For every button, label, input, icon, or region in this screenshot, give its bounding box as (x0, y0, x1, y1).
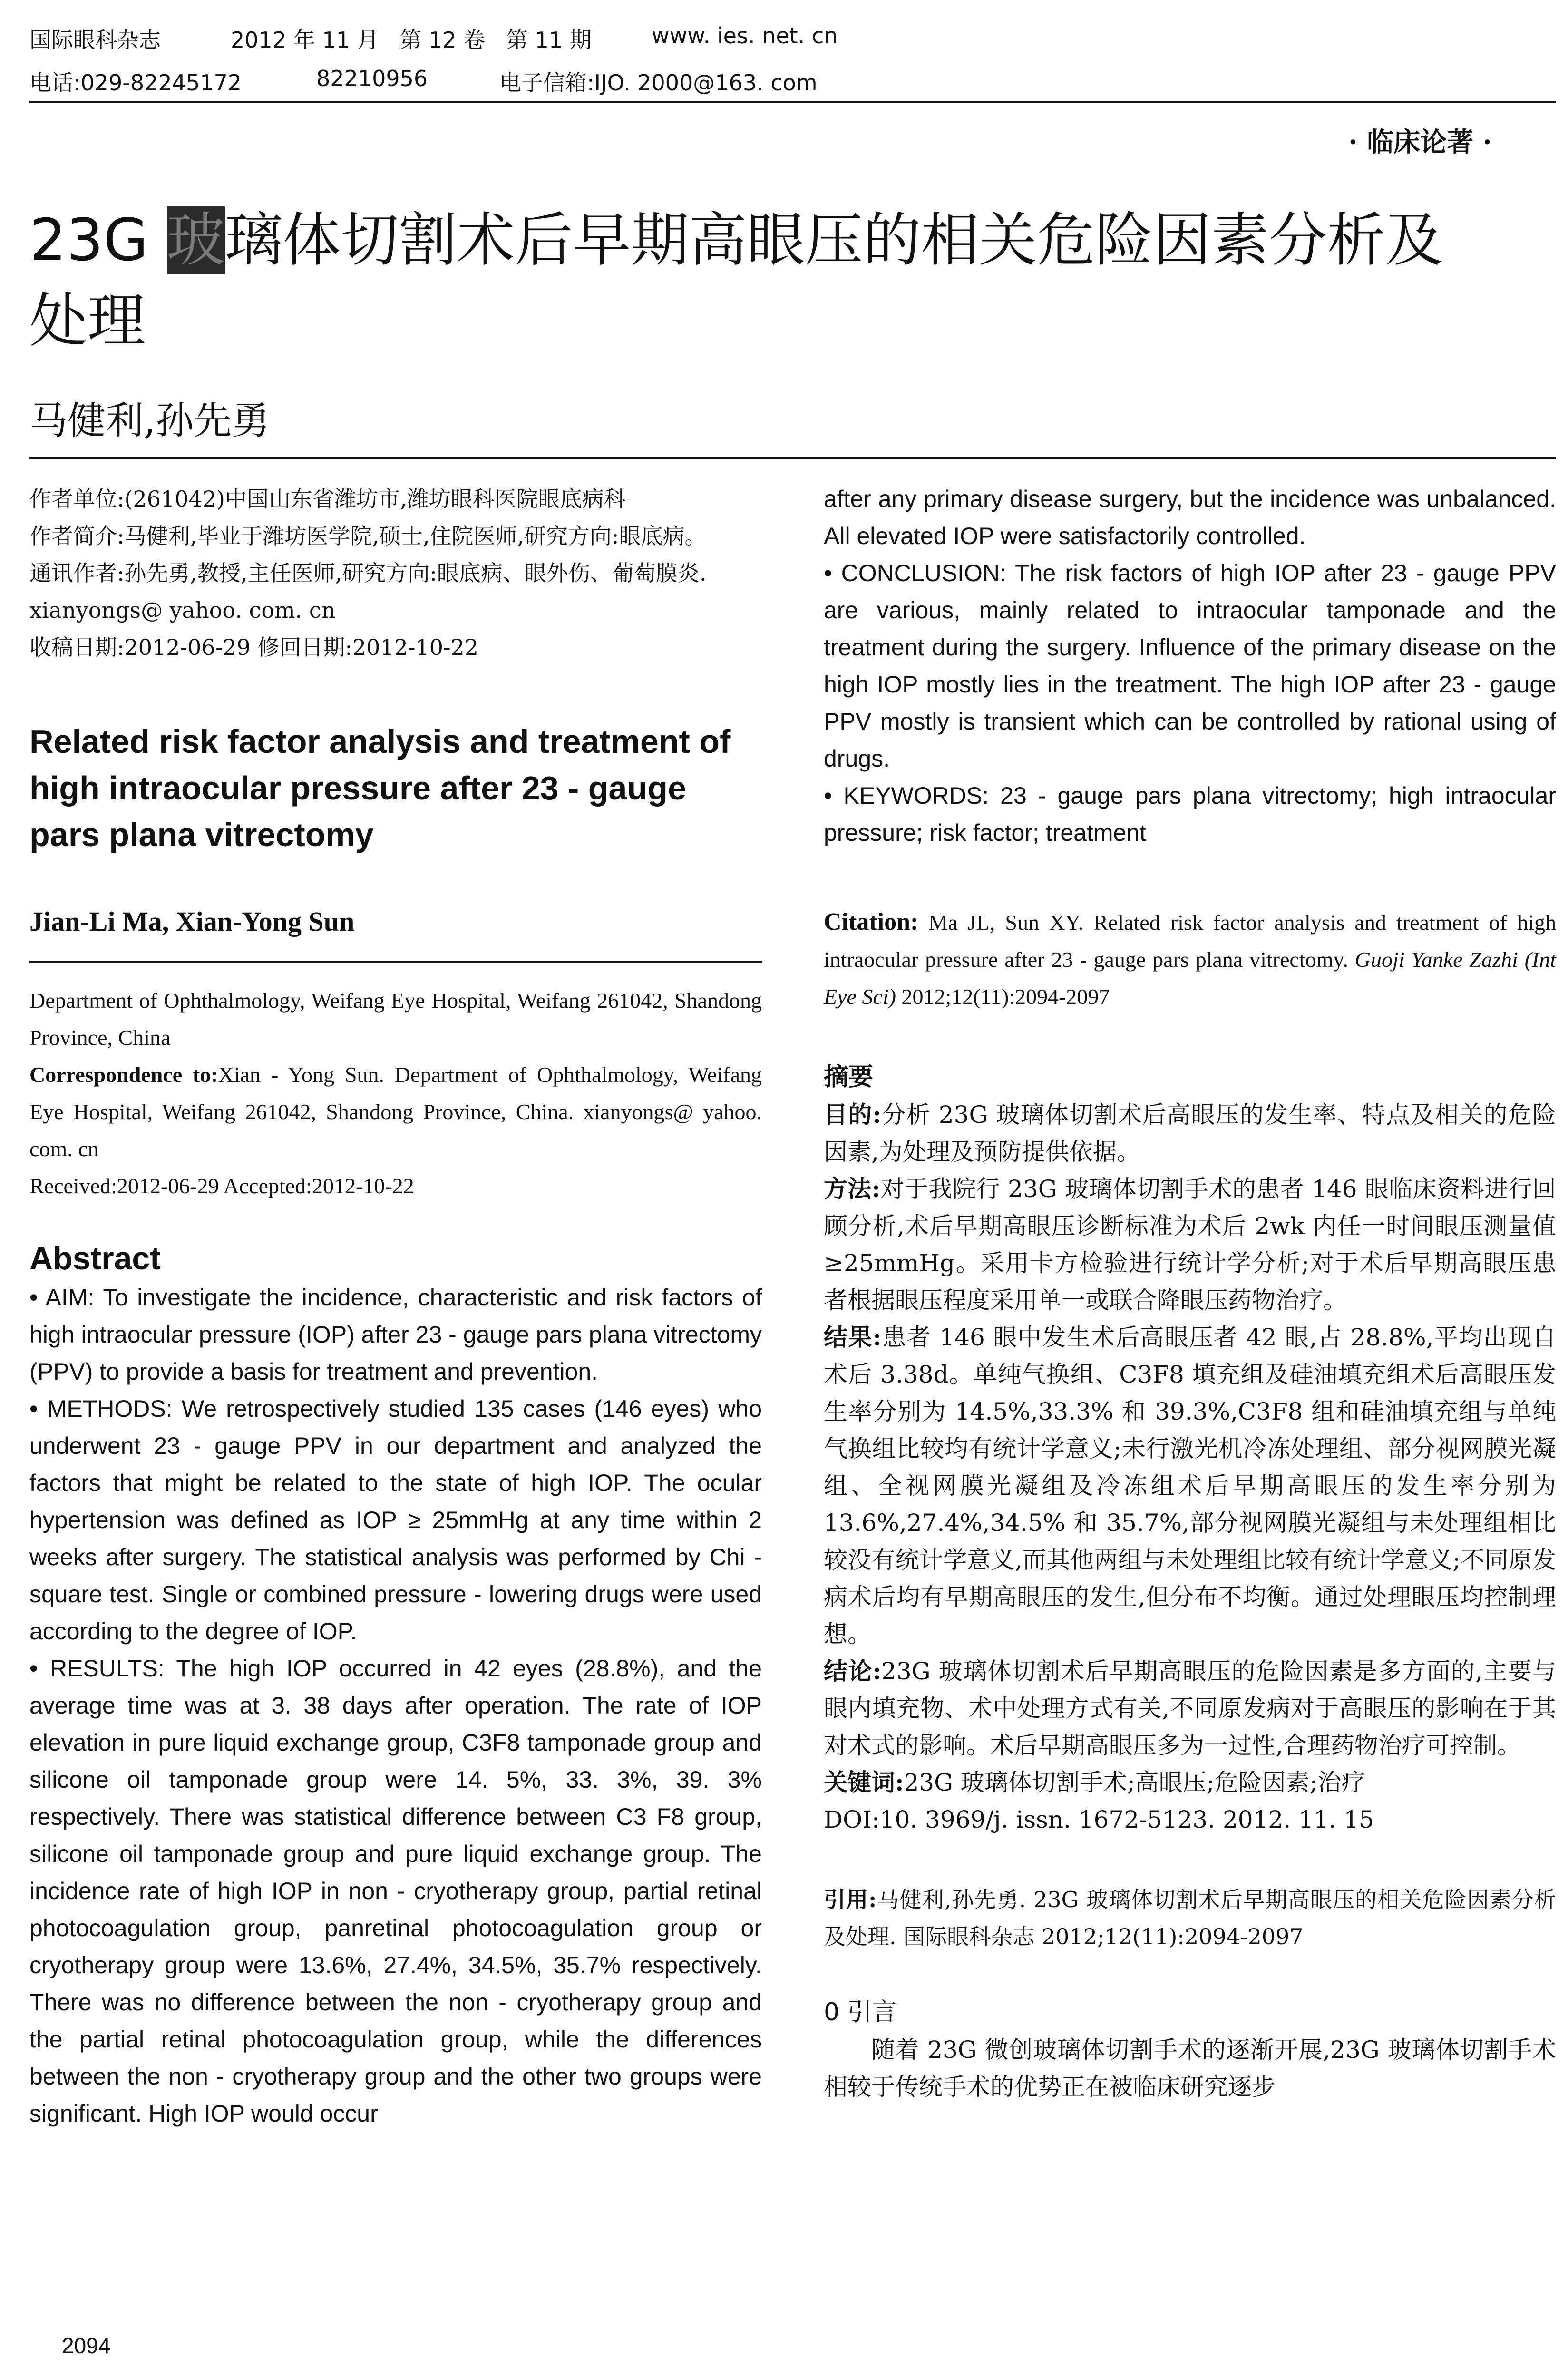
en-title: Related risk factor analysis and treatment of high intraocular pressure after 23 - gauge pars plana vitrectomy (29, 723, 731, 853)
header-phone: 电话:029-82245172 (29, 70, 242, 96)
zh-citation (824, 1881, 1556, 1955)
abstract-results-cont: after any primary disease surgery, but the incidence was unbalanced. All elevated IOP were satisfactorily controlled. (824, 486, 1556, 549)
zh-methods-label: 方法: (824, 1175, 881, 1203)
citation-en (824, 904, 1556, 1015)
header-website[interactable]: www. ies. net. cn (652, 23, 838, 49)
zh-methods-text: 对于我院行 23G 玻璃体切割手术的患者 146 眼临床资料进行回顾分析,术后早期高眼压诊断标准为术后 2wk 内任一时间眼压测量值≥25mmHg。采用卡方检验进行统计学分析;对于术后早期高眼压患者根据眼压程度采用单一或联合降眼压药物治疗。 (824, 1175, 1556, 1314)
header-issue: 2012 年 11 月 第 12 卷 第 11 期 (231, 27, 592, 53)
citation-journal: Guoji Yanke Zazhi (Int Eye Sci) (824, 947, 1557, 1009)
abstract-methods: • METHODS: We retrospectively studied 135 cases (146 eyes) who underwent 23 - gauge PPV in our department and analyzed the factors that might be related to the state of high IOP. The ocular hypertension was defined as IOP ≥ 25mmHg at any time within 2 weeks after surgery. The statistical analysis was performed by Chi - square test. Single or combined pressure - lowering drugs were used according to the degree of IOP. (29, 1395, 762, 1645)
title-rest: 璃体切割术后早期高眼压的相关危险因素分析及 (224, 206, 1443, 274)
abstract-en-right (824, 480, 1556, 851)
zh-abstract (824, 1096, 1556, 1838)
zh-conclusion-text: 23G 玻璃体切割术后早期高眼压的危险因素是多方面的,主要与眼内填充物、术中处理方式有关,不同原发病对于高眼压的影响在于其对术式的影响。术后早期高眼压多为一过性,合理药物治疗可控制。 (824, 1657, 1556, 1759)
citation-text: Ma JL, Sun XY. Related risk factor analysis and treatment of high intraocular pressure after 23 - gauge pars plana vitrectomy. (824, 910, 1556, 972)
affil-dates: 收稿日期:2012-06-29 修回日期:2012-10-22 (29, 634, 479, 660)
intro-text: 随着 23G 微创玻璃体切割手术的逐渐开展,23G 玻璃体切割手术相较于传统手术的优势正在被临床研究逐步 (824, 2036, 1556, 2101)
zh-conclusion (824, 1653, 1556, 1764)
right-column (824, 480, 1556, 2105)
en-dept: Department of Ophthalmology, Weifang Eye Hospital, Weifang 261042, Shandong Province, China (29, 988, 762, 1050)
zh-citation-text: 马健利,孙先勇. 23G 玻璃体切割术后早期高眼压的相关危险因素分析及处理. 国际眼科杂志 2012;12(11):2094-2097 (824, 1887, 1556, 1949)
abstract-conclusion: • CONCLUSION: The risk factors of high IOP after 23 - gauge PPV are various, mainly related to intraocular tamponade and the treatment during the surgery. Influence of the primary disease on the high IOP mostly lies in the treatment. The high IOP after 23 - gauge PPV mostly is transient which can be controlled by rational using of drugs. (824, 560, 1556, 772)
affil-unit: 作者单位:(261042)中国山东省潍坊市,潍坊眼科医院眼底病科 (29, 486, 626, 512)
affil-bio: 作者简介:马健利,毕业于潍坊医学院,硕士,住院医师,研究方向:眼底病。 (29, 523, 707, 549)
authors-rule (29, 457, 1556, 459)
title-highlight: 玻 (166, 206, 225, 274)
abstract-heading: Abstract (29, 1240, 161, 1276)
zh-keywords-label: 关键词: (824, 1768, 904, 1796)
zh-keywords (824, 1764, 1556, 1801)
title-line2: 处理 (29, 287, 146, 355)
title-prefix: 23G (29, 206, 167, 274)
zh-results-label: 结果: (824, 1323, 882, 1351)
affiliation-zh (29, 480, 762, 666)
abstract-aim: • AIM: To investigate the incidence, characteristic and risk factors of high intraocular pressure (IOP) after 23 - gauge pars plana vitrectomy (PPV) to provide a basis for treatment and prevention. (29, 1284, 762, 1385)
zh-doi[interactable]: DOI:10. 3969/j. issn. 1672-5123. 2012. 11. 15 (824, 1806, 1374, 1833)
corr-label: Correspondence to: (29, 1062, 218, 1087)
zh-methods (824, 1170, 1556, 1319)
en-received: Received:2012-06-29 Accepted:2012-10-22 (29, 1174, 414, 1198)
authors-zh: 马健利,孙先勇 (29, 399, 270, 443)
en-authors-rule (29, 961, 762, 963)
zh-citation-label: 引用: (824, 1887, 877, 1912)
header-email[interactable]: 电子信箱:IJO. 2000@163. com (499, 70, 818, 96)
zh-aim (824, 1096, 1556, 1170)
abstract-results: • RESULTS: The high IOP occurred in 42 eyes (28.8%), and the average time was at 3. 38 days after operation. The rate of IOP elevation in pure liquid exchange group, C3F8 tamponade group and silicone oil tamponade group were 14. 5%, 33. 3%, 39. 3% respectively. There was statistical difference between C3 F8 group, silicone oil tamponade group and pure liquid exchange group. The incidence rate of high IOP in non - cryotherapy group, partial retinal photocoagulation group, panretinal photocoagulation group or cryotherapy group were 13.6%, 27.4%, 34.5%, 35.7% respectively. There was no difference between the non - cryotherapy group and the partial retinal photocoagulation group, while the differences between the non - cryotherapy group and the other two groups were significant. High IOP would occur (29, 1655, 762, 2127)
header-journal-name: 国际眼科杂志 (29, 27, 161, 53)
page-title (29, 200, 1556, 361)
section-tag: · 临床论著 · (1348, 127, 1492, 158)
zh-results-text: 患者 146 眼中发生术后高眼压者 42 眼,占 28.8%,平均出现自术后 3.38d。单纯气换组、C3F8 填充组及硅油填充组术后高眼压发生率分别为 14.5%,33.3% 和 39.3%,C3F8 组和硅油填充组与单纯气换组比较均有统计学意义;未行激光机冷冻处理组、部分视网膜光凝组、全视网膜光凝组及冷冻组术后早期高眼压的发生率分别为 13.6%,27.4%,34.5% 和 35.7%,部分视网膜光凝组与未处理组相比较没有统计学意义,而其他两组与未处理组比较有统计学意义;不同原发病术后均有早期高眼压的发生,但分布不均衡。通过处理眼压均控制理想。 (824, 1324, 1556, 1648)
abstract-keywords: • KEYWORDS: 23 - gauge pars plana vitrectomy; high intraocular pressure; risk factor; treatment (824, 782, 1556, 846)
corr-text: Xian - Yong Sun. Department of Ophthalmology, Weifang Eye Hospital, Weifang 261042, Shandong Province, China. xianyongs@ yahoo. com. cn (29, 1062, 762, 1161)
intro-heading: 0 引言 (824, 1998, 897, 2026)
zh-conclusion-label: 结论: (824, 1657, 882, 1685)
header-phone-2: 82210956 (316, 66, 428, 91)
zh-abstract-heading: 摘要 (824, 1063, 874, 1091)
citation-label: Citation: (824, 908, 919, 935)
abstract-en-left (29, 1279, 762, 2132)
affil-corr: 通讯作者:孙先勇,教授,主任医师,研究方向:眼底病、眼外伤、葡萄膜炎. xianyongs@ yahoo. com. cn (29, 560, 707, 623)
zh-keywords-text: 23G 玻璃体切割手术;高眼压;危险因素;治疗 (904, 1769, 1365, 1796)
zh-aim-label: 目的: (824, 1101, 881, 1129)
page-number: 2094 (62, 2333, 111, 2358)
left-column (29, 480, 762, 2132)
en-authors: Jian-Li Ma, Xian-Yong Sun (29, 906, 355, 937)
header-rule (29, 101, 1556, 103)
citation-tail: 2012;12(11):2094-2097 (901, 984, 1110, 1009)
zh-results (824, 1319, 1556, 1653)
en-affiliation (29, 982, 762, 1205)
zh-aim-text: 分析 23G 玻璃体切割术后高眼压的发生率、特点及相关的危险因素,为处理及预防提供依据。 (824, 1101, 1556, 1166)
en-correspondence (29, 1056, 762, 1168)
